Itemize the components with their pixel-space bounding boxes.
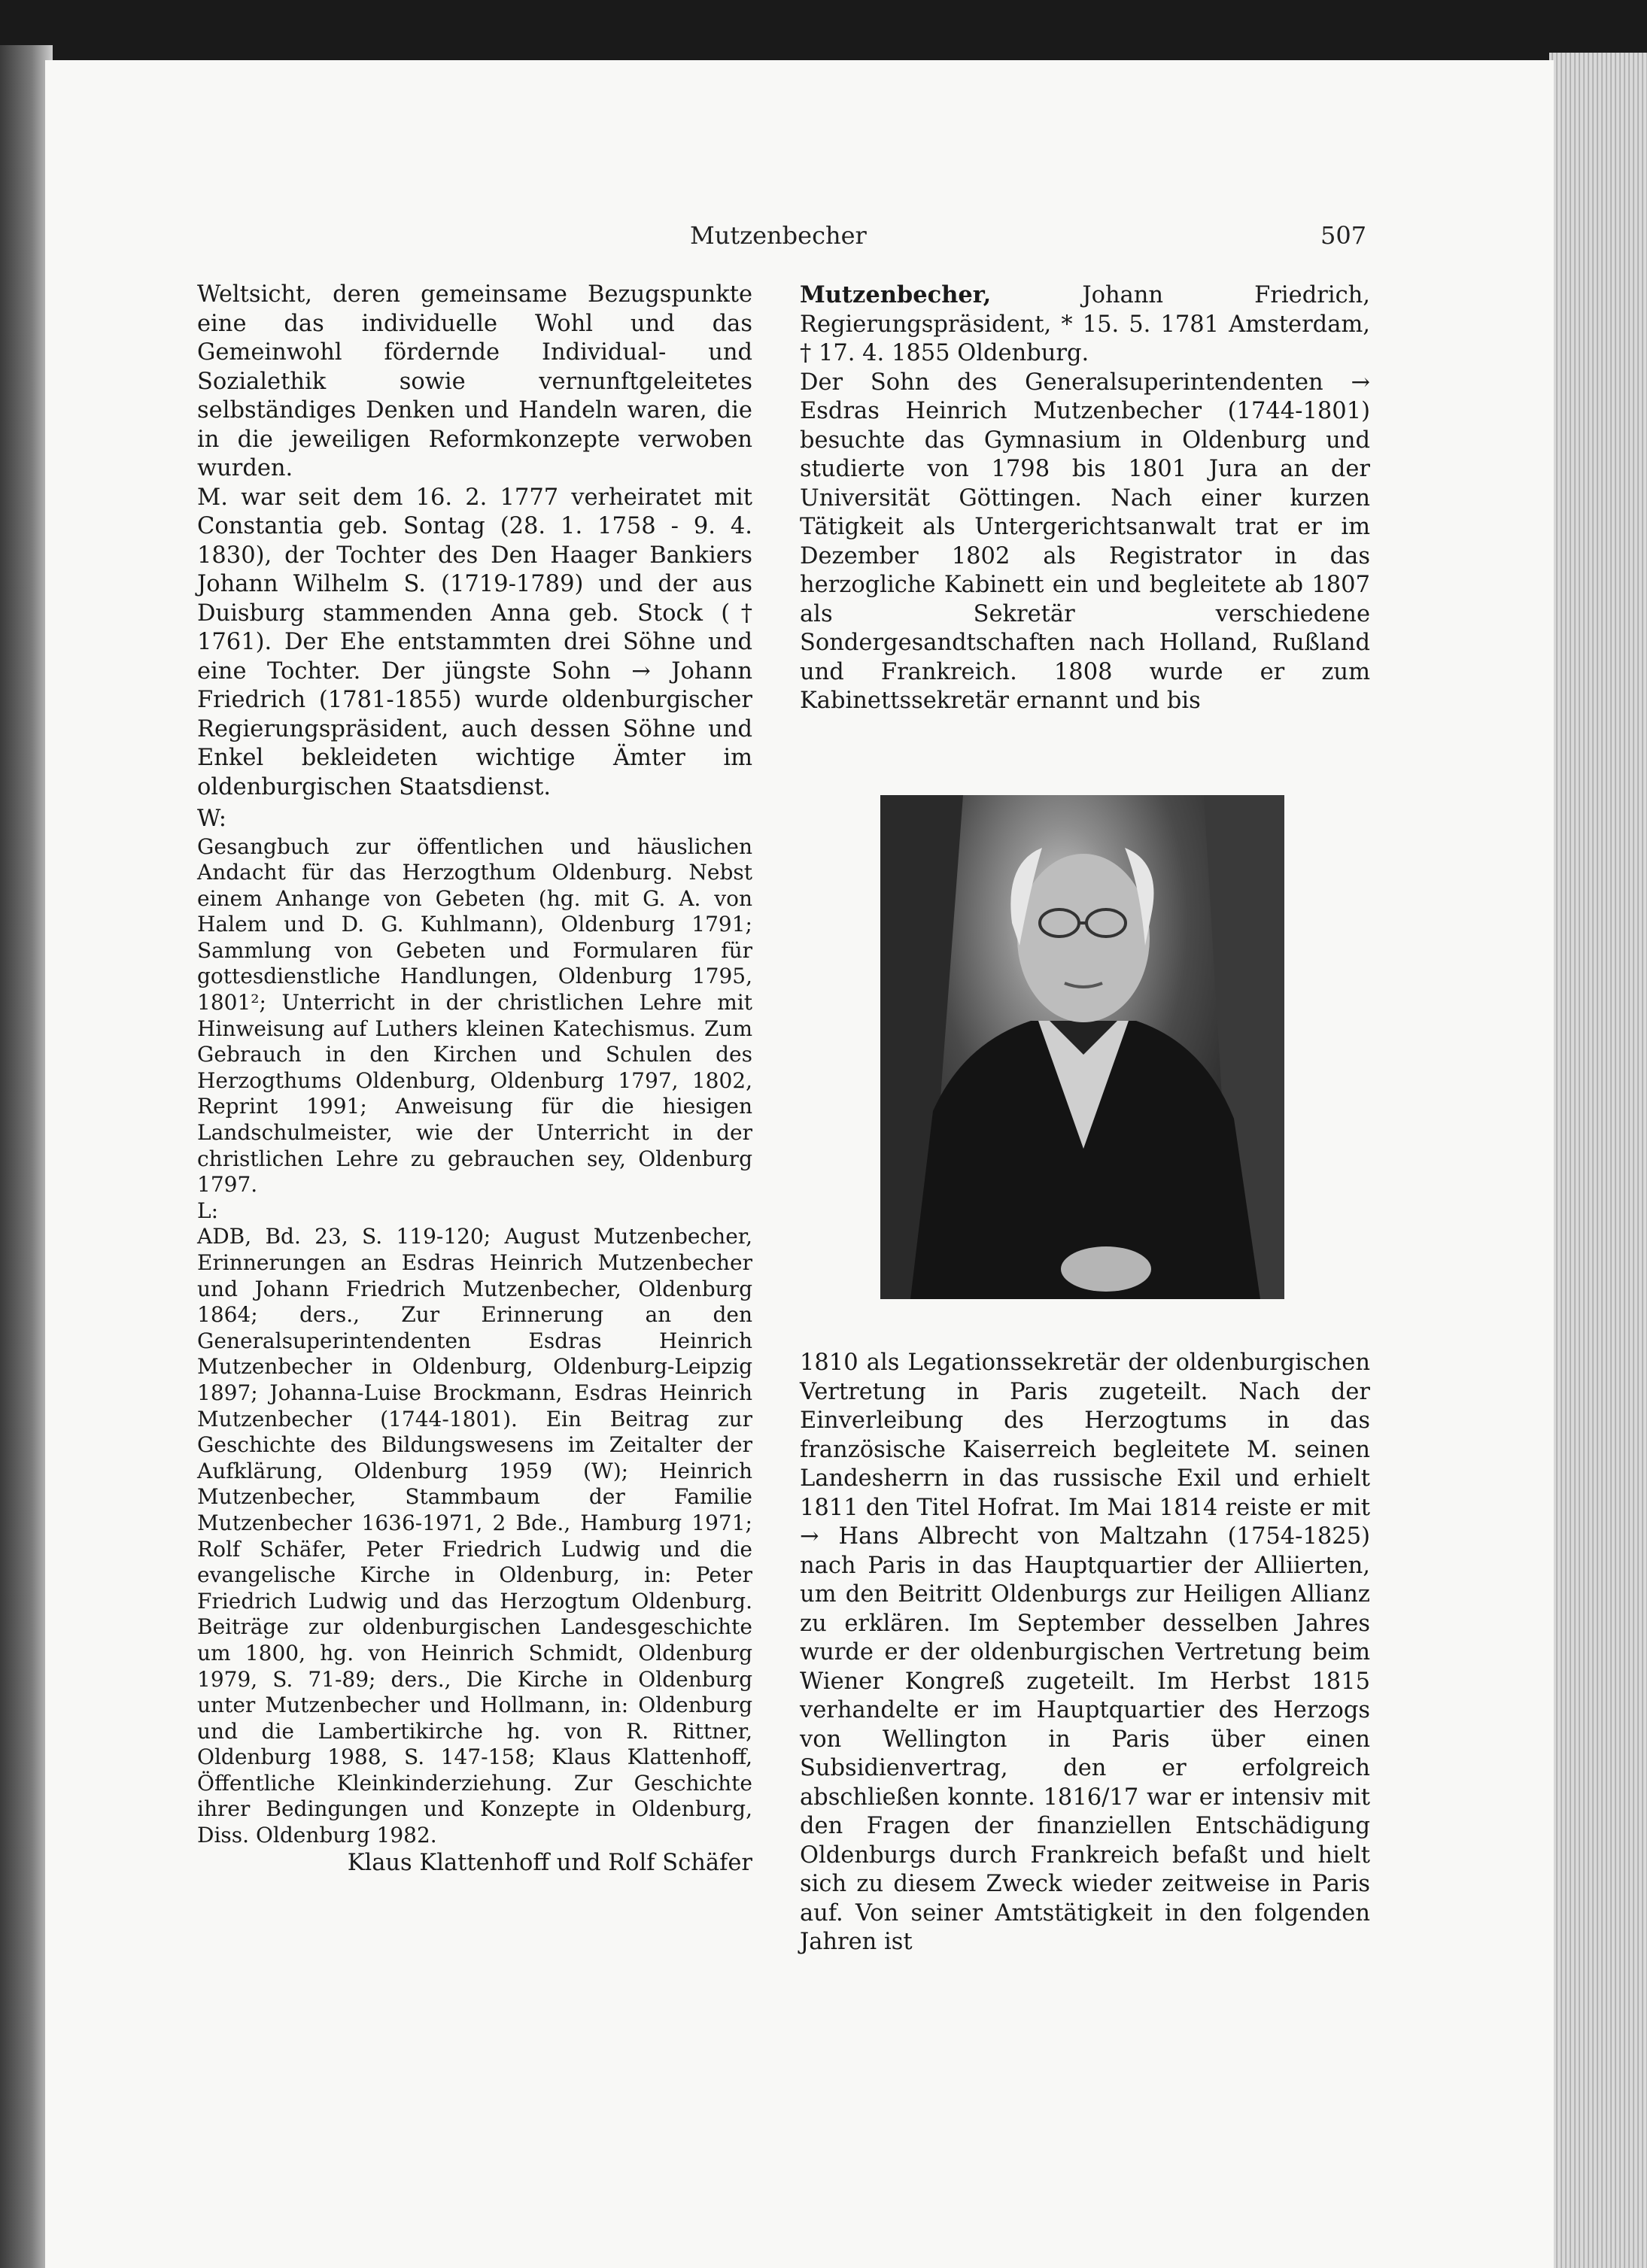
page-edges xyxy=(1549,53,1647,2268)
page-number: 507 xyxy=(1320,221,1367,250)
right-column-bottom xyxy=(800,1349,1370,1957)
literature-list: ADB, Bd. 23, S. 119-120; August Mutzenbecher, Erinnerungen an Esdras Heinrich Mutzenbecher und Johann Friedrich Mutzenbecher, Oldenburg 1864; ders., Zur Erinnerung an den Generalsuperintendenten Esdras Heinrich Mutzenbecher in Oldenburg, Oldenburg-Leipzig 1897; Johanna-Luise Brockmann, Esdras Heinrich Mutzenbecher (1744-1801). Ein Beitrag zur Geschichte des Bildungswesens im Zeitalter der Aufklärung, Oldenburg 1959 (W); Heinrich Mutzenbecher, Stammbaum der Familie Mutzenbecher 1636-1971, 2 Bde., Hamburg 1971; Rolf Schäfer, Peter Friedrich Ludwig und die evangelische Kirche in Oldenburg, in: Peter Friedrich Ludwig und das Herzogtum Oldenburg. Beiträge zur oldenburgischen Landesgeschichte um 1800, hg. von Heinrich Schmidt, Oldenburg 1979, S. 71-89; ders., Die Kirche in Oldenburg unter Mutzenbecher und Hollmann, in: Oldenburg und die Lambertikirche hg. von R. Rittner, Oldenburg 1988, S. 147-158; Klaus Klattenhoff, Öffentliche Kleinkinderziehung. Zur Geschichte ihrer Bedingungen und Konzepte in Oldenburg, Diss. Oldenburg 1982. xyxy=(197,1224,752,1848)
literature-label: L: xyxy=(197,1198,219,1223)
entry-name: Mutzenbecher, xyxy=(800,281,992,308)
authors-signature: Klaus Klattenhoff und Rolf Schäfer xyxy=(347,1849,752,1876)
right-column-top xyxy=(800,281,1370,716)
running-header: Mutzenbecher xyxy=(690,221,867,250)
paragraph: Der Sohn des Generalsuperintendenten → Esdras Heinrich Mutzenbecher (1744-1801) besuchte das Gymnasium in Oldenburg und studierte von 1798 bis 1801 Jura an der Universität Göttingen. Nach einer kurzen Tätigkeit als Untergerichtsanwalt trat er im Dezember 1802 als Registrator in das herzogliche Kabinett ein und begleitete ab 1807 als Sekretär verschiedene Sondergesandtschaften nach Holland, Rußland und Frankreich. 1808 wurde er zum Kabinettssekretär ernannt und bis xyxy=(800,369,1370,714)
left-column xyxy=(197,281,752,1878)
paragraph: Weltsicht, deren gemeinsame Bezugspunkte eine das individuelle Wohl und das Gemeinwohl fördernde Individual- und Sozialethik sowie vernunftgeleitetes selbständiges Denken und Handeln waren, die in die jeweiligen Reformkonzepte verwoben wurden. xyxy=(197,281,752,481)
works-list: Gesangbuch zur öffentlichen und häuslichen Andacht für das Herzogthum Oldenburg. Nebst einem Anhange von Gebeten (hg. mit G. A. von Halem und D. G. Kuhlmann), Oldenburg 1791; Sammlung von Gebeten und Formularen für gottesdienstliche Handlungen, Oldenburg 1795, 1801²; Unterricht in der christlichen Lehre mit Hinweisung auf Luthers kleinen Katechismus. Zum Gebrauch in den Kirchen und Schulen des Herzogthums Oldenburg, Oldenburg 1797, 1802, Reprint 1991; Anweisung für die hiesigen Landschulmeister, wie der Unterricht in der christlichen Lehre zu gebrauchen sey, Oldenburg 1797. xyxy=(197,833,752,1198)
paragraph: M. war seit dem 16. 2. 1777 verheiratet mit Constantia geb. Sontag (28. 1. 1758 - 9. 4. 1830), der Tochter des Den Haager Bankiers Johann Wilhelm S. (1719-1789) und der aus Duisburg stammenden Anna geb. Stock († 1761). Der Ehe entstammten drei Söhne und eine Tochter. Der jüngste Sohn → Johann Friedrich (1781-1855) wurde oldenburgischer Regierungspräsident, auch dessen Söhne und Enkel bekleideten wichtige Ämter im oldenburgischen Staatsdienst. xyxy=(197,484,752,800)
works-label: W: xyxy=(197,806,226,832)
entry-heading xyxy=(800,281,1370,369)
paragraph: 1810 als Legationssekretär der oldenburgischen Vertretung in Paris zugeteilt. Nach der Einverleibung des Herzogtums in das französische Kaiserreich begleitete M. seinen Landesherrn in das russische Exil und erhielt 1811 den Titel Hofrat. Im Mai 1814 reiste er mit → Hans Albrecht von Maltzahn (1754-1825) nach Paris in das Hauptquartier der Alliierten, um den Beitritt Oldenburgs zur Heiligen Allianz zu erklären. Im September desselben Jahres wurde er der oldenburgischen Vertretung beim Wiener Kongreß zugeteilt. Im Herbst 1815 verhandelte er im Hauptquartier des Herzogs von Wellington in Paris über einen Subsidienvertrag, den er erfolgreich abschließen konnte. 1816/17 war er intensiv mit den Fragen der finanziellen Entschädigung Oldenburgs durch Frankreich befaßt und hielt sich zu diesem Zweck wieder zeitweise in Paris auf. Von seiner Amtstätigkeit in den folgenden Jahren ist xyxy=(800,1350,1370,1955)
portrait-photo xyxy=(880,795,1284,1299)
entry-head-details: Johann Friedrich, Regierungspräsident, * 15. 5. 1781 Amsterdam, † 17. 4. 1855 Oldenburg. xyxy=(800,282,1370,366)
